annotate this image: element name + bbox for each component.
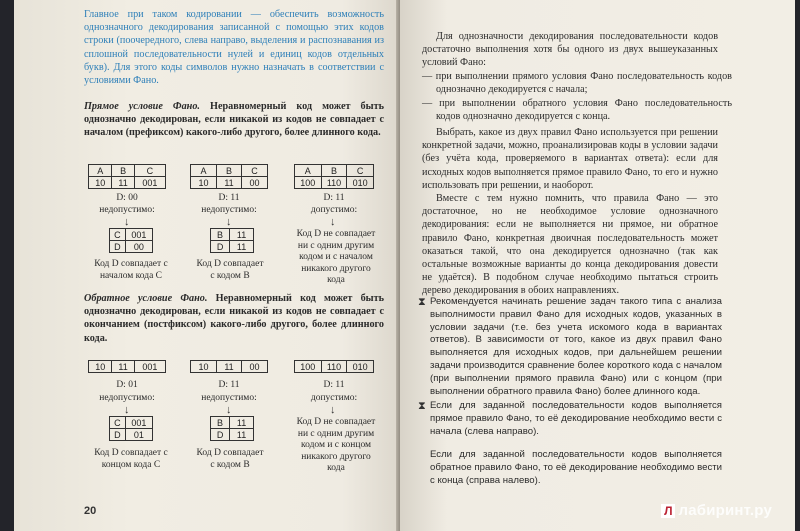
- table-cell: 001: [134, 361, 165, 373]
- intro-paragraph: Главное при таком кодировании — обеспечить возможность однозначного декодирования записанной с помощью этих кодов строки (поочередного, слева направо, выделения и распознавания из сплошной последовательности нулей и единиц кодов отдельных букв). Для этого коды символов нужно назначать в соответствии с условиями Фано.: [84, 9, 384, 87]
- down-arrow-icon: ↓: [124, 404, 130, 416]
- table-cell: C: [110, 229, 126, 241]
- table-cell: 10: [89, 177, 112, 189]
- d-code-label: D: 11: [218, 380, 240, 390]
- table-cell: D: [211, 241, 230, 253]
- down-arrow-icon: ↓: [226, 216, 232, 228]
- d-code-label: D: 00: [116, 193, 138, 203]
- table-cell: 10: [191, 177, 217, 189]
- right-page: [400, 0, 795, 531]
- table-cell: C: [110, 417, 126, 429]
- paragraph-1: Для однозначности декодирования последовательности кодов достаточно выполнения хотя бы одного из двух вышеуказанных условий Фано:: [422, 31, 718, 69]
- example-caption: Код D совпадает с кодом B: [196, 259, 264, 281]
- hourglass-icon: ⧗: [418, 296, 426, 308]
- table-cell: 100: [295, 177, 322, 189]
- table-cell: 010: [347, 177, 374, 189]
- table-cell: B: [211, 417, 230, 429]
- direct-condition-title: Прямое условие Фано.: [84, 101, 200, 112]
- table-cell: C: [134, 165, 165, 177]
- paragraph-2: Выбрать, какое из двух правил Фано используется при решении конкретной задачи, можно, проанализировав коды в условии задачи (без учёта кода, проверяемого в вариантах ответа): если для исходных кодов выполняется прямое правило Фано, то его и нужно использовать при решении, и наоборот.: [422, 127, 718, 191]
- table-cell: B: [321, 165, 347, 177]
- comparison-table: [210, 416, 254, 441]
- example-caption: Код D не совпадает ни с одним другим кодом и с концом никакого другого кода: [296, 417, 376, 473]
- table-cell: 001: [125, 229, 152, 241]
- comparison-table: [210, 228, 254, 253]
- down-arrow-icon: ↓: [330, 404, 336, 416]
- note-1: Рекомендуется начинать решение задач такого типа с анализа выполнимости правил Фано для исходных кодов, указанных в условии задачи (т.е. без учета искомого кода в вариантах ответов). В зависимости от того, какое из двух правил Фано выполняется для исходных кодов, при дальнейшем решении задачи производится сравнение более короткого кода с началом (при выполнении прямого правила Фано) или с концом (при выполнении обратного правила Фано) более длинного кода.: [430, 296, 722, 397]
- code-table: [88, 164, 166, 189]
- reverse-condition-title: Обратное условие Фано.: [84, 293, 208, 304]
- table-cell: 11: [230, 417, 254, 429]
- example-caption: Код D совпадает с кодом B: [196, 448, 264, 470]
- status-label: допустимо:: [310, 205, 358, 215]
- table-cell: 11: [230, 241, 254, 253]
- code-table: [190, 360, 268, 373]
- comparison-table: [109, 228, 153, 253]
- reverse-condition-paragraph: Обратное условие Фано. Неравномерный код может быть однозначно декодирован, если никакой из кодов не совпадает с окончанием (постфиксом) какого-либо другого, более длинного кода.: [84, 293, 385, 344]
- table-cell: D: [211, 429, 230, 441]
- table-cell: D: [110, 241, 126, 253]
- table-cell: B: [217, 165, 242, 177]
- status-label: недопустимо:: [201, 393, 257, 403]
- example-caption: Код D не совпадает ни с одним другим кодом и с началом никакого другого кода: [296, 229, 376, 285]
- status-label: недопустимо:: [201, 205, 257, 215]
- code-table: [88, 360, 166, 373]
- code-table: [190, 164, 268, 189]
- down-arrow-icon: ↓: [124, 216, 130, 228]
- table-cell: 00: [241, 361, 267, 373]
- d-code-label: D: 11: [218, 193, 240, 203]
- table-cell: 00: [241, 177, 267, 189]
- status-label: недопустимо:: [99, 205, 155, 215]
- list-item: — при выполнении прямого условия Фано последовательность кодов однозначно декодируется с начала;: [422, 71, 732, 96]
- table-cell: 110: [321, 177, 347, 189]
- table-cell: A: [295, 165, 322, 177]
- table-cell: B: [211, 229, 230, 241]
- d-code-label: D: 11: [323, 193, 345, 203]
- table-cell: 11: [112, 361, 134, 373]
- example-caption: Код D совпадает с концом кода C: [94, 448, 168, 470]
- table-cell: 11: [217, 177, 242, 189]
- table-cell: C: [241, 165, 267, 177]
- page-number: 20: [84, 505, 97, 517]
- watermark: Л лабиринт.ру: [661, 502, 772, 519]
- table-cell: 010: [347, 361, 374, 373]
- status-label: допустимо:: [310, 393, 358, 403]
- table-cell: A: [89, 165, 112, 177]
- code-table: [294, 360, 374, 373]
- list-item: — при выполнении обратного условия Фано последовательность кодов однозначно декодируется с конца.: [422, 98, 732, 123]
- code-table: [294, 164, 374, 189]
- table-cell: 001: [125, 417, 152, 429]
- example-caption: Код D совпадает с началом кода C: [94, 259, 168, 281]
- note-3: Если для заданной последовательности кодов выполняется обратное правило Фано, то её декодирование необходимо вести с конца (справа налево).: [430, 449, 722, 486]
- note-2: Если для заданной последовательности кодов выполняется прямое правило Фано, то её декодирование необходимо вести с начала (слева направо).: [430, 400, 722, 437]
- down-arrow-icon: ↓: [226, 404, 232, 416]
- hourglass-icon: ⧗: [418, 400, 426, 412]
- d-code-label: D: 01: [116, 380, 138, 390]
- table-cell: C: [347, 165, 374, 177]
- table-cell: 100: [295, 361, 322, 373]
- down-arrow-icon: ↓: [330, 216, 336, 228]
- table-cell: 00: [125, 241, 152, 253]
- status-label: недопустимо:: [99, 393, 155, 403]
- table-cell: B: [112, 165, 134, 177]
- left-page: [14, 0, 400, 531]
- table-cell: 11: [112, 177, 134, 189]
- d-code-label: D: 11: [323, 380, 345, 390]
- table-cell: 10: [191, 361, 217, 373]
- table-cell: 01: [125, 429, 152, 441]
- table-cell: A: [191, 165, 217, 177]
- direct-condition-paragraph: Прямое условие Фано. Неравномерный код может быть однозначно декодирован, если никакой из кодов не совпадает с началом (префиксом) какого-либо другого, более длинного кода.: [84, 101, 384, 139]
- table-cell: 110: [321, 361, 347, 373]
- watermark-logo-icon: Л: [661, 504, 675, 518]
- table-cell: D: [110, 429, 126, 441]
- table-cell: 11: [217, 361, 242, 373]
- table-cell: 11: [230, 229, 254, 241]
- comparison-table: [109, 416, 153, 441]
- table-cell: 001: [134, 177, 165, 189]
- table-cell: 11: [230, 429, 254, 441]
- table-cell: 10: [89, 361, 112, 373]
- paragraph-3: Вместе с тем нужно помнить, что правила Фано — это достаточное, но не необходимое условие однозначного декодирования: если не выполняется ни прямое, ни обратное правило Фано, конкретная двоичная последовательность может оказаться такой, что она декодируется однозначно (так как остальные возможные варианты до конца декодирования довести не удаётся). В подобном случае необходимо пытаться строить дерево декодирования в обоих направлениях.: [422, 193, 718, 297]
